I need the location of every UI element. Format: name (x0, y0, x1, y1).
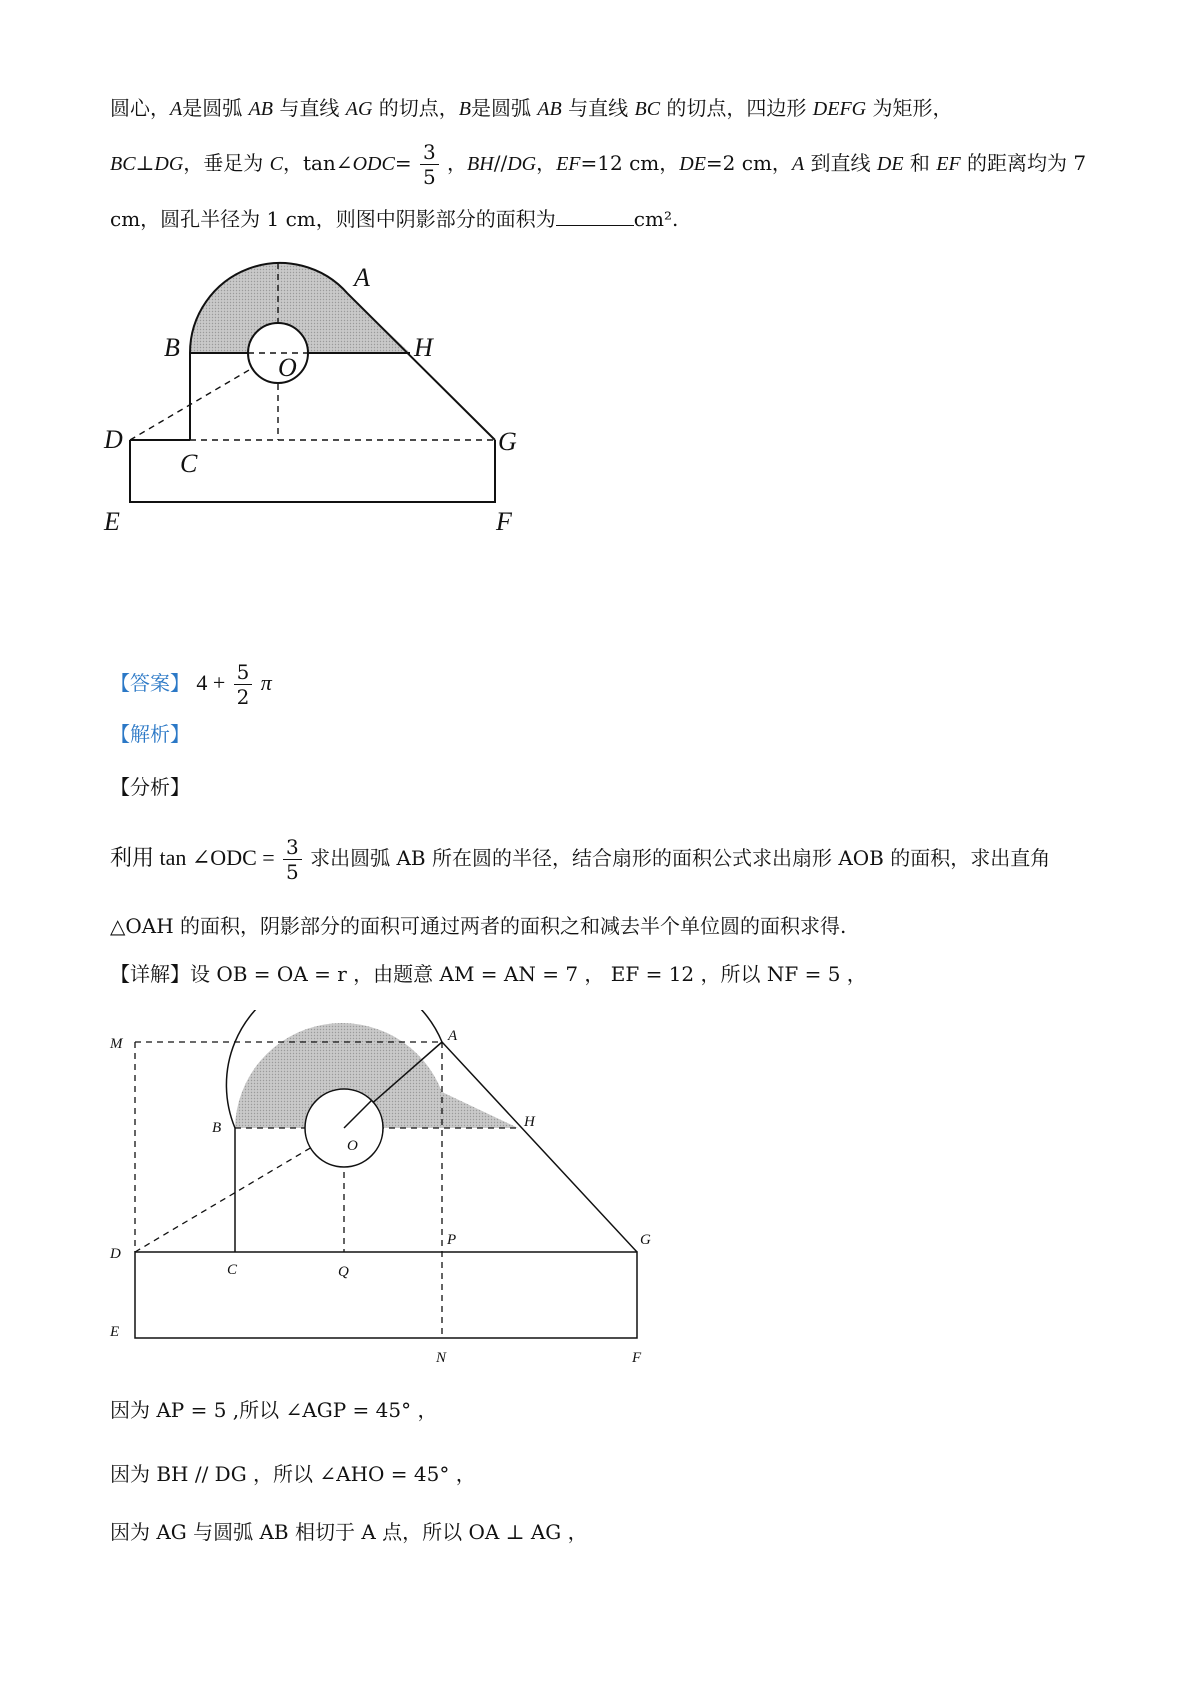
analysis-line-1-tail: 求出圆弧 AB 所在圆的半径，结合扇形的面积公式求出扇形 AOB 的面积，求出直角 (310, 846, 1051, 870)
label2-C: C (227, 1262, 238, 1278)
problem-line-2-start: BC⊥DG，垂足为 C，tan∠ODC= (110, 151, 412, 175)
figure-2 (100, 1010, 680, 1370)
math-symbol: DE (876, 153, 904, 175)
answer-fraction-numerator: 5 (234, 660, 253, 685)
answer-lead: 4 + (196, 670, 226, 695)
tan-fraction-numerator: 3 (420, 140, 439, 165)
math-symbol: DE (679, 153, 706, 175)
math-symbol: DG (507, 153, 537, 175)
step-2: 因为 BH // DG ，所以 ∠AHO = 45° ， (110, 1462, 476, 1486)
answer-pi: π (260, 670, 272, 695)
label-F: F (496, 507, 512, 536)
answer-tag: 【答案】 (110, 671, 190, 695)
tan-fraction-denominator: 5 (422, 165, 436, 189)
detail-tag: 【详解】 (110, 962, 190, 986)
label2-D: D (110, 1246, 121, 1262)
step-3: 因为 AG 与圆弧 AB 相切于 A 点，所以 OA ⊥ AG ， (110, 1520, 588, 1544)
problem-line-3-text: cm，圆孔半径为 1 cm，则图中阴影部分的面积为 (110, 207, 556, 231)
problem-line-2-end: ，BH//DG，EF=12 cm，DE=2 cm，A 到直线 DE 和 EF 的距离均为 7 (447, 151, 1087, 175)
label2-G: G (640, 1232, 651, 1248)
label2-Q: Q (338, 1264, 349, 1280)
label-E: E (104, 507, 120, 536)
problem-line-3 (110, 205, 678, 233)
analysis-fraction-denominator: 5 (286, 860, 299, 884)
analysis-line-2: △OAH 的面积，阴影部分的面积可通过两者的面积之和减去半个单位圆的面积求得. (110, 914, 847, 938)
math-symbol: BC (634, 98, 661, 120)
label-D: D (104, 425, 123, 454)
label2-N: N (436, 1350, 447, 1366)
answer-blank (556, 207, 634, 226)
label2-E: E (110, 1324, 120, 1340)
tan-fraction (420, 140, 439, 189)
math-symbol: A (791, 153, 805, 175)
label2-H: H (524, 1114, 535, 1130)
answer-fraction (234, 660, 253, 709)
answer-fraction-denominator: 2 (236, 685, 250, 709)
label-C: C (180, 449, 198, 478)
math-symbol: DEFG (812, 98, 867, 120)
math-symbol: B (458, 98, 471, 120)
math-symbol: A (170, 98, 183, 120)
problem-line-3-unit: cm². (633, 207, 679, 231)
step-1: 因为 AP = 5 ,所以 ∠AGP = 45° ， (110, 1398, 438, 1422)
answer-line (110, 660, 272, 709)
math-symbol: AB (248, 98, 274, 120)
fenxi-tag: 【分析】 (110, 775, 190, 799)
label2-O: O (347, 1138, 358, 1154)
label-A: A (354, 263, 370, 292)
label-G: G (498, 427, 517, 456)
figure-1 (100, 250, 580, 580)
label2-M: M (110, 1036, 123, 1052)
math-symbol: AG (345, 98, 373, 120)
math-symbol: BC (110, 153, 136, 175)
label-O: O (278, 353, 297, 382)
math-symbol: BH (467, 153, 494, 175)
analysis-fraction (283, 835, 302, 884)
math-symbol: C (269, 153, 283, 175)
math-symbol: EF (936, 153, 961, 175)
label2-A: A (448, 1028, 458, 1044)
rectangle-defg-2 (135, 1252, 637, 1338)
label-H: H (414, 333, 433, 362)
analysis-fraction-numerator: 3 (283, 835, 302, 860)
analysis-tag: 【解析】 (110, 722, 190, 746)
math-symbol: DG (154, 153, 184, 175)
problem-line-1: 圆心，A是圆弧 AB 与直线 AG 的切点，B是圆弧 AB 与直线 BC 的切点，四边形 DEFG 为矩形， (110, 96, 953, 120)
label2-P: P (447, 1232, 457, 1248)
detail-line (110, 960, 867, 988)
label2-B: B (212, 1120, 222, 1136)
analysis-line-1 (110, 835, 1050, 884)
problem-line-2 (110, 140, 1086, 189)
detail-text: 设 OB = OA = r ，由题意 AM = AN = 7 ， EF = 12 ，所以 NF = 5 ， (190, 962, 867, 986)
analysis-tan-lead: 利用 tan ∠ODC = (110, 845, 275, 870)
label2-F: F (632, 1350, 642, 1366)
label-B: B (164, 333, 180, 362)
math-symbol: AB (537, 98, 562, 120)
math-symbol: ODC (352, 153, 395, 175)
math-symbol: EF (556, 153, 581, 175)
